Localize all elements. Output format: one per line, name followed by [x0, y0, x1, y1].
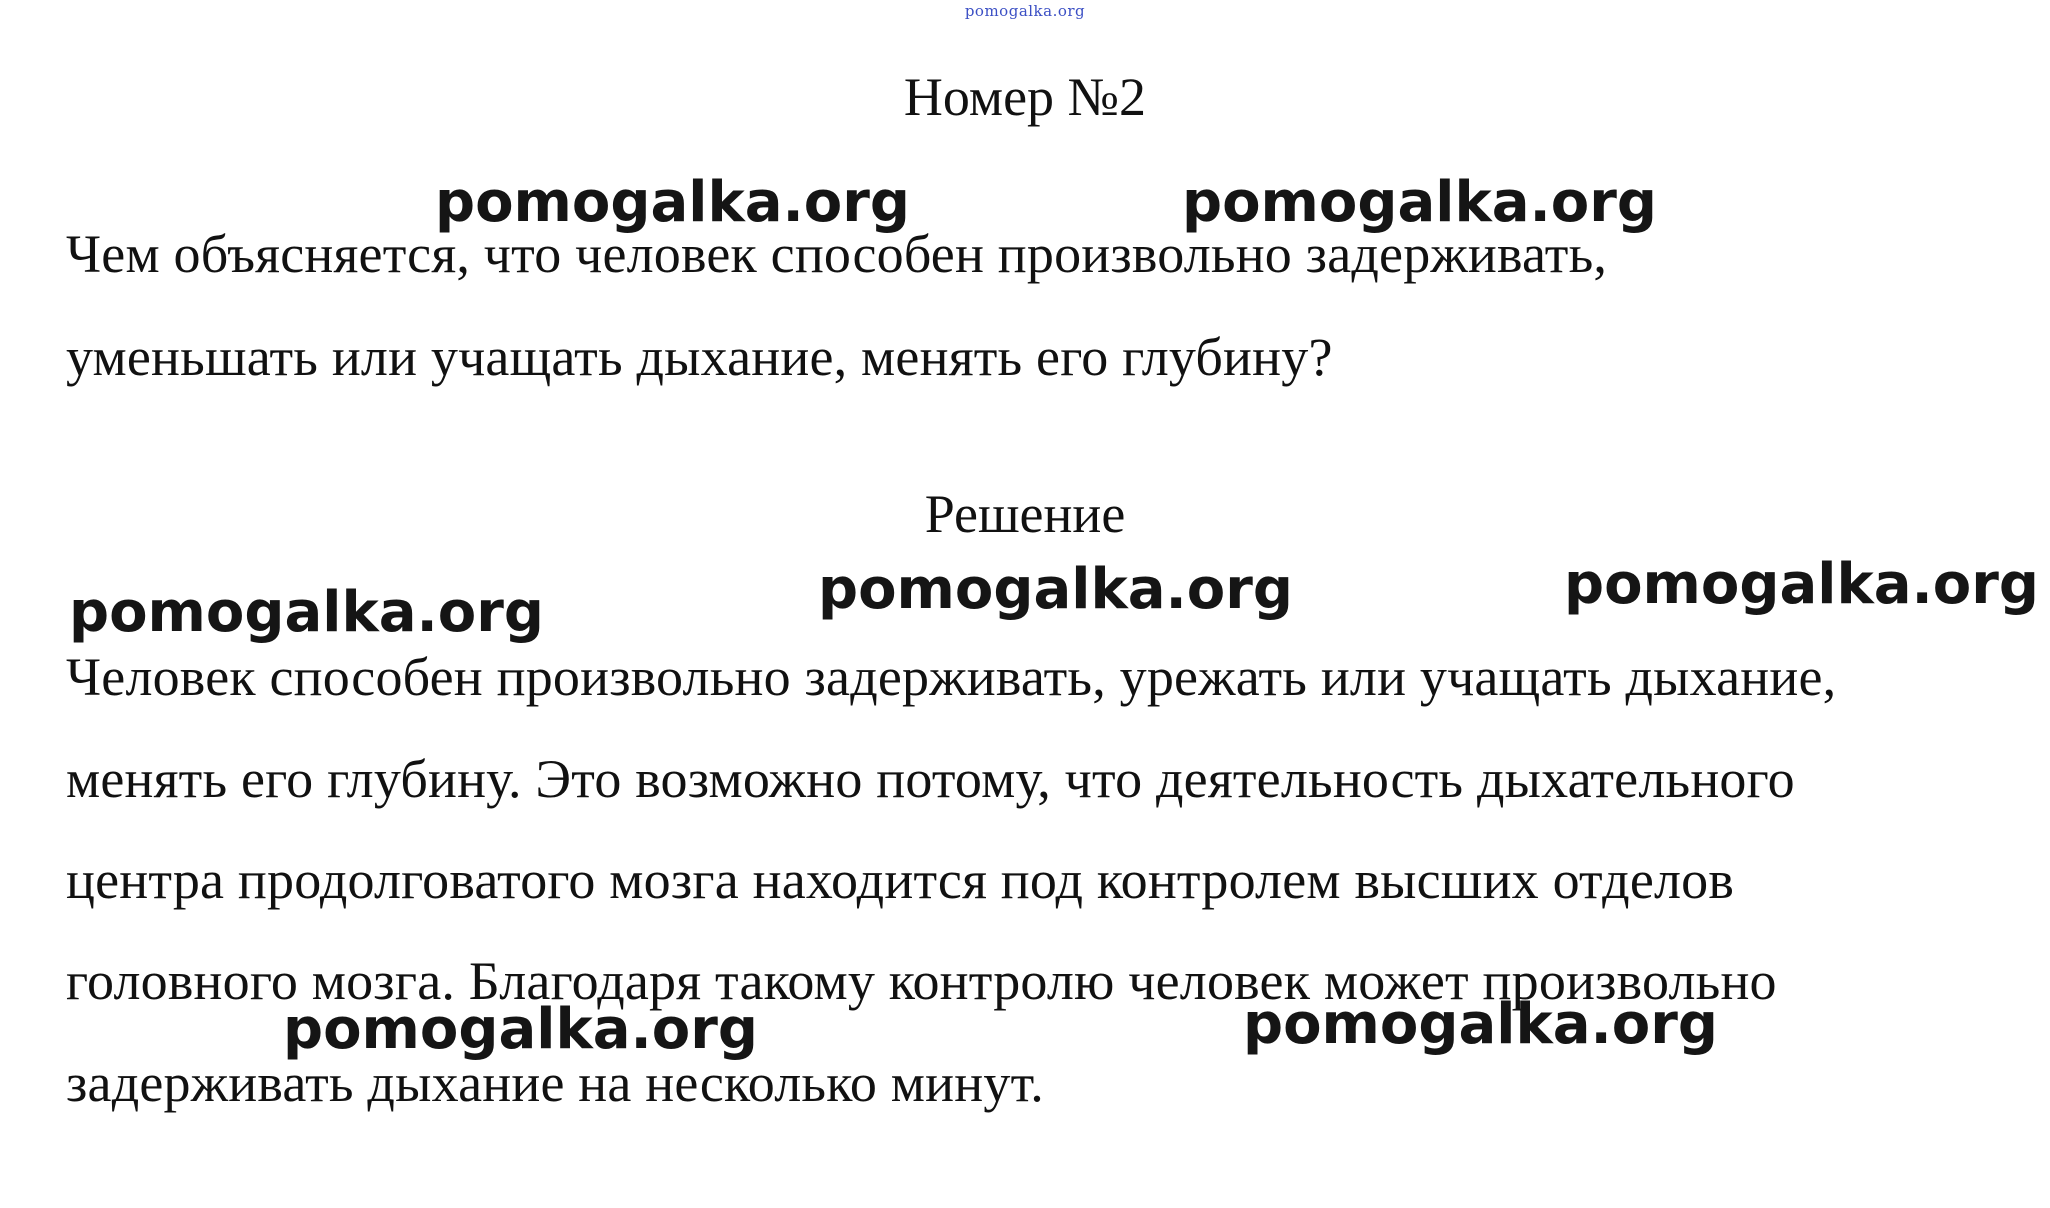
solution-heading: Решение	[924, 484, 1126, 544]
answer-line: задерживать дыхание на несколько минут.	[66, 1053, 1045, 1113]
answer-line: центра продолговатого мозга находится под контролем высших отделов	[66, 850, 1735, 910]
answer-line: головного мозга. Благодаря такому контролю человек может произвольно	[66, 951, 1777, 1011]
question-line: Чем объясняется, что человек способен произвольно задерживать,	[66, 224, 1608, 284]
answer-line: менять его глубину. Это возможно потому, что деятельность дыхательного	[66, 749, 1795, 809]
page-title: Номер №2	[903, 67, 1147, 127]
watermark: pomogalka.org	[69, 580, 544, 645]
site-link[interactable]: pomogalka.org	[964, 2, 1086, 20]
watermark: pomogalka.org	[1182, 170, 1657, 235]
watermark: pomogalka.org	[1243, 992, 1718, 1057]
question-line: уменьшать или учащать дыхание, менять его глубину?	[66, 327, 1333, 387]
watermark: pomogalka.org	[283, 997, 758, 1062]
watermark: pomogalka.org	[435, 170, 910, 235]
watermark: pomogalka.org	[818, 557, 1293, 622]
answer-line: Человек способен произвольно задерживать, урежать или учащать дыхание,	[66, 647, 1837, 707]
watermark: pomogalka.org	[1564, 552, 2039, 617]
